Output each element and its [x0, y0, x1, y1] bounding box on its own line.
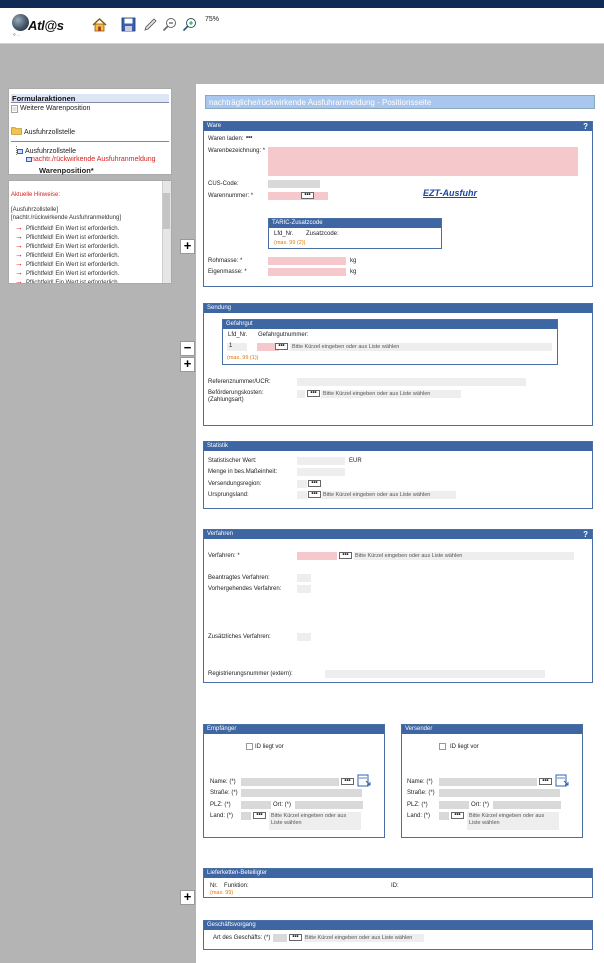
street-input[interactable] [241, 789, 362, 797]
label-origin-country: Ursprungsland: [208, 492, 249, 498]
label-description: Warenbezeichnung: * [208, 148, 266, 154]
label-payment-type: (Zahlungsart) [208, 397, 244, 403]
label-id: ID: [391, 883, 399, 889]
label-street: Straße: (*) [407, 790, 435, 796]
form-actions-panel [8, 88, 172, 175]
scrollbar-thumb[interactable] [163, 193, 170, 229]
label-previous-procedure: Vorhergehendes Verfahren: [208, 586, 282, 592]
commodity-code-input[interactable] [268, 192, 328, 200]
label-city: Ort: (*) [273, 802, 291, 808]
hints-panel [8, 180, 172, 284]
address-book-icon[interactable] [555, 774, 569, 788]
section-header: Ware ? [204, 122, 592, 131]
section-header: Statistik [204, 442, 592, 451]
description-input[interactable] [268, 147, 578, 176]
hints-title: Aktuelle Hinweise: [11, 192, 61, 198]
section-transaction [203, 920, 593, 950]
section-ware [203, 121, 593, 287]
hint-item[interactable]: → Pflichtfeld! Ein Wert ist erforderlich. [15, 250, 120, 259]
label-zip: PLZ: (*) [210, 802, 231, 808]
hint-context: [Ausfuhrzollstelle] [11, 207, 59, 213]
scrollbar[interactable] [162, 181, 171, 284]
hazard-box [222, 319, 558, 365]
label-id: ID liegt vor [255, 744, 284, 750]
section-supply-chain [203, 868, 593, 898]
id-checkbox[interactable] [246, 743, 253, 750]
label-hazard-number: Gefahrgutnummer: [258, 332, 309, 338]
label-transaction-type: Art des Geschäfts: (*) [213, 935, 271, 941]
label-additional-procedure: Zusätzliches Verfahren: [208, 634, 271, 640]
red-arrow-icon: → [15, 268, 23, 277]
expand-button[interactable]: + [180, 239, 195, 254]
taric-header: TARIC-Zusatzcode [269, 219, 441, 228]
help-icon[interactable]: ? [583, 122, 588, 131]
section-header: Versender [402, 725, 582, 734]
save-icon[interactable] [121, 17, 136, 32]
label-reference: Referenznummer/UCR: [208, 379, 271, 385]
red-arrow-icon: → [15, 259, 23, 268]
red-arrow-icon: → [15, 250, 23, 259]
hint-item[interactable]: → Pflichtfeld! Ein Wert ist erforderlich. [15, 259, 120, 268]
section-header: Lieferketten-Beteiligter [204, 869, 592, 878]
collapse-button[interactable]: − [180, 341, 195, 356]
lookup-button[interactable]: ••• [275, 343, 288, 350]
label-net-mass: Eigenmasse: * [208, 269, 247, 275]
label-name: Name: (*) [210, 779, 236, 785]
lookup-button[interactable]: ••• [253, 812, 266, 819]
label-function: Funktion: [224, 883, 249, 889]
registration-number-input[interactable] [325, 670, 545, 678]
unit-kg: kg [350, 269, 357, 275]
section-header: Empfänger [204, 725, 384, 734]
unit-kg: kg [350, 258, 357, 264]
label-name: Name: (*) [407, 779, 433, 785]
atlas-logo [12, 12, 70, 38]
additional-procedure-input[interactable] [297, 633, 311, 641]
name-input[interactable] [241, 778, 339, 786]
zoom-level: 75% [205, 16, 220, 23]
region-input[interactable] [297, 480, 307, 488]
lookup-button[interactable]: ••• [308, 480, 321, 487]
section-recipient [203, 724, 385, 838]
tree-item-customs-office[interactable]: Ausfuhrzollstelle [25, 148, 76, 155]
folder-icon [11, 126, 22, 135]
toolbar [0, 8, 604, 44]
unit-eur: EUR [349, 458, 362, 464]
label-country: Land: (*) [210, 813, 234, 819]
net-mass-input[interactable] [268, 268, 346, 276]
city-input[interactable] [493, 801, 561, 809]
hint-text: Bitte Kürzel eingeben oder aus Liste wählen [355, 553, 463, 559]
lookup-button[interactable]: ••• [451, 812, 464, 819]
section-header: Verfahren ? [204, 530, 592, 539]
label-region: Versendungsregion: [208, 481, 262, 487]
divider [11, 141, 169, 142]
top-bar [0, 0, 604, 8]
transport-costs-input[interactable] [297, 390, 305, 398]
max-note: (max. 99) [210, 890, 234, 896]
procedure-input[interactable] [297, 552, 337, 560]
tree-item-current[interactable]: Warenposition* [39, 166, 94, 175]
hint-item[interactable]: → Pflichtfeld! Ein Wert ist erforderlich. [15, 241, 120, 250]
transaction-type-input[interactable] [273, 934, 287, 942]
label-requested-procedure: Beantragtes Verfahren: [208, 575, 270, 581]
label-transport-costs: Beförderungskosten: [208, 390, 264, 396]
label-nr: Nr. [210, 883, 218, 889]
label-additional-code: Zusatzcode: [306, 231, 339, 237]
ezt-link[interactable]: EZT-Ausfuhr [423, 188, 477, 198]
label-id: ID liegt vor [450, 744, 479, 750]
lookup-button[interactable]: ••• [307, 390, 320, 397]
label-lfd: Lfd_Nr. [274, 231, 294, 237]
hint-item[interactable]: → Pflichtfeld! Ein Wert ist erforderlich. [15, 268, 120, 277]
logo-small-text: © ... [13, 32, 21, 37]
add-item-link[interactable]: Weitere Warenposition [20, 105, 91, 112]
label-street: Straße: (*) [210, 790, 238, 796]
hint-text: Bitte Kürzel eingeben oder aus Liste wählen [323, 492, 431, 498]
section-header: Geschäftsvorgang [204, 921, 592, 930]
zip-input[interactable] [439, 801, 469, 809]
lookup-button[interactable]: ••• [289, 934, 302, 941]
lookup-button[interactable]: ••• [301, 192, 314, 199]
globe-icon [12, 14, 29, 31]
panel-title: Formularaktionen [11, 94, 169, 103]
label-quantity: Menge in bes.Maßeinheit: [208, 469, 278, 475]
lookup-button[interactable]: ••• [341, 778, 354, 785]
tree-item-declaration[interactable]: nachtr./rückwirkende Ausfuhranmeldung [31, 156, 156, 163]
lfd-value: 1 [229, 343, 233, 349]
label-lfd: Lfd_Nr. [228, 332, 248, 338]
country-input[interactable] [241, 812, 251, 820]
label-load-goods: Waren laden: [208, 136, 244, 142]
load-goods-button[interactable]: ••• [246, 135, 253, 141]
red-arrow-icon: → [15, 232, 23, 241]
label-commodity-code: Warennummer: * [208, 193, 254, 199]
country-input[interactable] [439, 812, 449, 820]
lookup-button[interactable]: ••• [308, 491, 321, 498]
document-icon [11, 105, 18, 113]
hint-text: Bitte Kürzel eingeben oder aus Liste wählen [323, 391, 431, 397]
lfd-input[interactable] [227, 343, 247, 351]
logo-text: Atl@s [28, 18, 64, 33]
section-header: Sendung [204, 304, 592, 313]
zoom-out-icon[interactable] [162, 17, 177, 32]
gross-mass-input[interactable] [268, 257, 346, 265]
hint-item[interactable]: → Pflichtfeld! Ein Wert ist erforderlich. [15, 232, 120, 241]
label-zip: PLZ: (*) [407, 802, 428, 808]
statistical-value-input[interactable] [297, 457, 345, 465]
hint-text: Bitte Kürzel eingeben oder aus Liste wählen [469, 813, 545, 826]
origin-country-input[interactable] [297, 491, 307, 499]
label-statistical-value: Statistischer Wert: [208, 458, 257, 464]
name-input[interactable] [439, 778, 537, 786]
label-city: Ort: (*) [471, 802, 489, 808]
section-statistik [203, 441, 593, 509]
expand-button[interactable]: + [180, 357, 195, 372]
taric-box [268, 218, 442, 249]
hint-text: Bitte Kürzel eingeben oder aus Liste wählen [271, 813, 347, 826]
city-input[interactable] [295, 801, 363, 809]
lookup-button[interactable]: ••• [339, 552, 352, 559]
label-gross-mass: Rohmasse: * [208, 258, 243, 264]
id-checkbox[interactable] [439, 743, 446, 750]
hint-text: Bitte Kürzel eingeben oder aus Liste wählen [305, 935, 413, 941]
zip-input[interactable] [241, 801, 271, 809]
customs-office-link[interactable]: Ausfuhrzollstelle [24, 129, 75, 136]
red-arrow-icon: → [15, 277, 23, 284]
requested-procedure-input[interactable] [297, 574, 311, 582]
hint-context: [nachtr./rückwirkende Ausfuhranmeldung] [11, 215, 122, 221]
hint-item[interactable]: → Pflichtfeld! Ein Wert ist erforderlich. [15, 223, 120, 232]
quantity-input[interactable] [297, 468, 345, 476]
lookup-button[interactable]: ••• [539, 778, 552, 785]
hint-text: Bitte Kürzel eingeben oder aus Liste wählen [292, 344, 400, 350]
address-book-icon[interactable] [357, 774, 371, 788]
home-icon[interactable] [92, 17, 107, 32]
previous-procedure-input[interactable] [297, 585, 311, 593]
hazard-header: Gefahrgut [223, 320, 557, 329]
page-title: nachträgliche/rückwirkende Ausfuhranmeldung - Positionsseite [205, 95, 595, 109]
cus-input[interactable] [268, 180, 320, 188]
tree-node-icon [17, 149, 23, 154]
label-procedure: Verfahren: * [208, 553, 240, 559]
red-arrow-icon: → [15, 223, 23, 232]
reference-input[interactable] [297, 378, 526, 386]
label-country: Land: (*) [407, 813, 431, 819]
zoom-in-icon[interactable] [182, 17, 197, 32]
red-arrow-icon: → [15, 241, 23, 250]
label-registration-number: Registrierungsnummer (extern): [208, 671, 293, 677]
label-cus: CUS-Code: [208, 181, 239, 187]
max-note: (max. 99 (2)) [274, 240, 306, 246]
street-input[interactable] [439, 789, 560, 797]
section-sendung [203, 303, 593, 426]
section-verfahren [203, 529, 593, 683]
edit-pencil-icon[interactable] [143, 17, 158, 32]
hint-item[interactable]: → Pflichtfeld! Ein Wert ist erforderlich. [15, 277, 120, 284]
expand-button[interactable]: + [180, 890, 195, 905]
section-sender [401, 724, 583, 838]
max-note: (max. 99 (1)) [227, 355, 259, 361]
help-icon[interactable]: ? [583, 530, 588, 539]
